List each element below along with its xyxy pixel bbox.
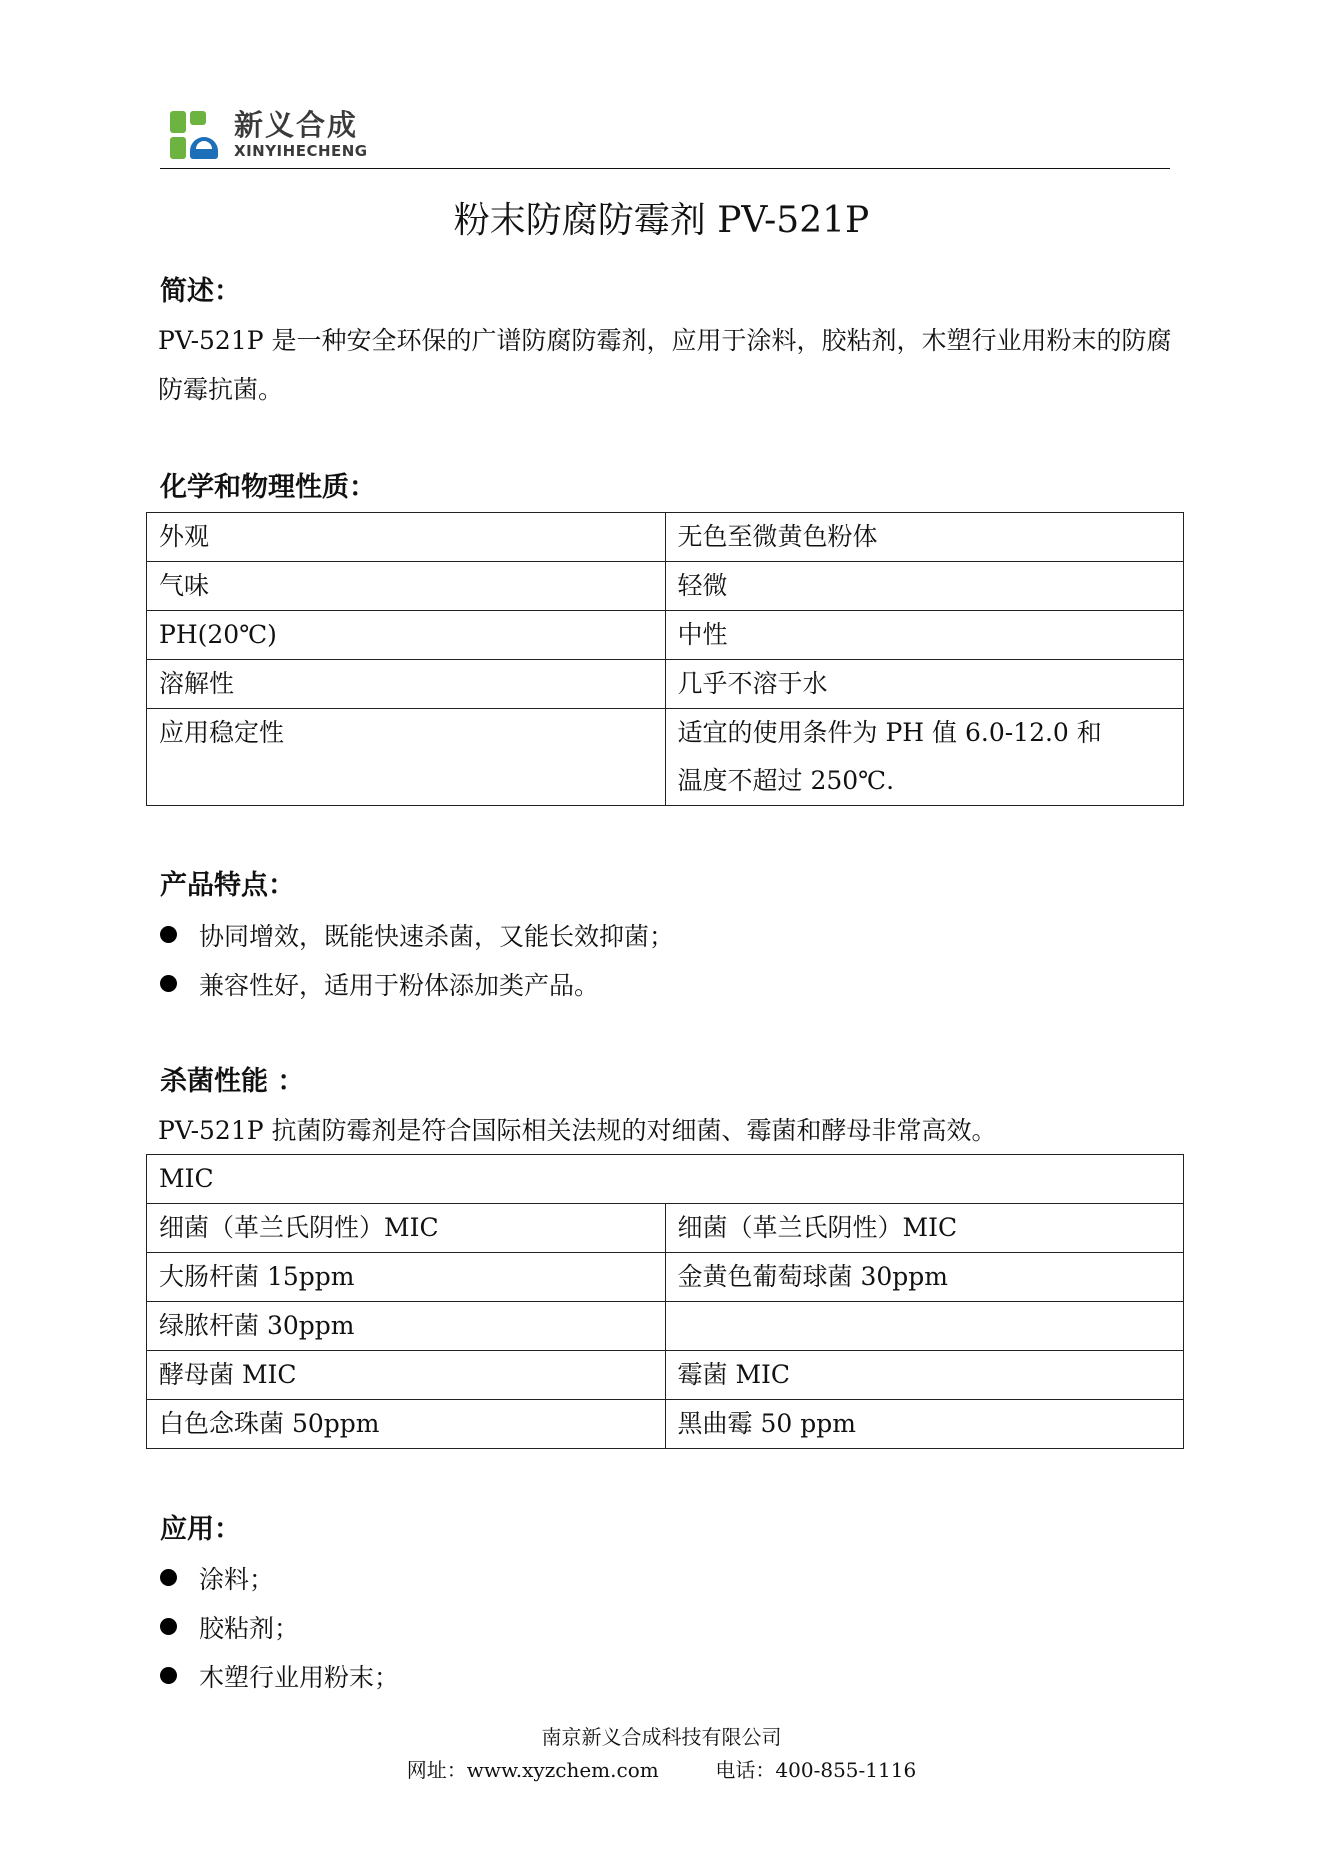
mic-cell: 绿脓杆菌 30ppm [147, 1302, 666, 1351]
mic-cell: 大肠杆菌 15ppm [147, 1253, 666, 1302]
table-row [147, 1400, 1184, 1449]
table-row [147, 1302, 1184, 1351]
table-row [147, 1253, 1184, 1302]
table-row [147, 1155, 1184, 1204]
footer-company: 南京新义合成科技有限公司 [541, 1725, 782, 1749]
application-text: 涂料； [199, 1564, 275, 1594]
applications-heading: 应用： [160, 1514, 241, 1545]
footer-phone: 电话：400-855-1116 [715, 1758, 917, 1782]
features-list [160, 910, 674, 1008]
properties-heading: 化学和物理性质： [160, 472, 376, 503]
antimicrobial-heading: 杀菌性能 ： [160, 1066, 305, 1097]
property-value: 中性 [665, 611, 1184, 660]
application-text: 胶粘剂； [199, 1613, 300, 1643]
logo-mark-icon [170, 107, 224, 161]
table-row [147, 660, 1184, 709]
property-value: 无色至微黄色粉体 [665, 513, 1184, 562]
document-title: 粉末防腐防霉剂 PV-521P [453, 200, 870, 241]
application-text: 木塑行业用粉末； [199, 1662, 400, 1692]
properties-table [146, 512, 1184, 806]
overview-text: PV-521P 是一种安全环保的广谱防腐防霉剂，应用于涂料，胶粘剂，木塑行业用粉末的防腐防霉抗菌。 [158, 326, 1172, 404]
applications-list [160, 1553, 399, 1700]
header-divider [160, 168, 1170, 169]
bullet-icon [160, 1569, 177, 1586]
property-value: 几乎不溶于水 [665, 660, 1184, 709]
list-item [160, 1602, 399, 1651]
list-item [160, 959, 674, 1008]
table-row [147, 513, 1184, 562]
mic-header: MIC [147, 1155, 1184, 1204]
list-item [160, 910, 674, 959]
table-row [147, 709, 1184, 806]
mic-cell [665, 1302, 1184, 1351]
property-value: 轻微 [665, 562, 1184, 611]
table-row [147, 1351, 1184, 1400]
property-name: 外观 [147, 513, 666, 562]
bullet-icon [160, 975, 177, 992]
property-name: PH(20℃) [147, 611, 666, 660]
logo-text-cn: 新义合成 [234, 108, 359, 142]
mic-cell: 霉菌 MIC [665, 1351, 1184, 1400]
features-heading: 产品特点： [160, 870, 295, 901]
feature-text: 兼容性好，适用于粉体添加类产品。 [199, 970, 600, 1000]
antimicrobial-intro: PV-521P 抗菌防霉剂是符合国际相关法规的对细菌、霉菌和酵母非常高效。 [158, 1116, 997, 1145]
property-name: 气味 [147, 562, 666, 611]
property-name: 应用稳定性 [147, 709, 666, 806]
mic-cell: 细菌（革兰氏阴性）MIC [147, 1204, 666, 1253]
mic-cell: 白色念珠菌 50ppm [147, 1400, 666, 1449]
table-row [147, 611, 1184, 660]
table-row [147, 562, 1184, 611]
footer-contact [0, 1754, 1323, 1783]
overview-heading: 简述： [160, 276, 241, 307]
bullet-icon [160, 1618, 177, 1635]
list-item [160, 1651, 399, 1700]
footer-website: 网址：www.xyzchem.com [406, 1758, 659, 1782]
bullet-icon [160, 926, 177, 943]
bullet-icon [160, 1667, 177, 1684]
logo-text-en: XINYIHECHENG [234, 142, 368, 160]
mic-cell: 酵母菌 MIC [147, 1351, 666, 1400]
mic-cell: 细菌（革兰氏阴性）MIC [665, 1204, 1184, 1253]
property-name: 溶解性 [147, 660, 666, 709]
mic-cell: 黑曲霉 50 ppm [665, 1400, 1184, 1449]
mic-cell: 金黄色葡萄球菌 30ppm [665, 1253, 1184, 1302]
property-value: 适宜的使用条件为 PH 值 6.0-12.0 和温度不超过 250℃. [665, 709, 1184, 806]
table-row [147, 1204, 1184, 1253]
feature-text: 协同增效，既能快速杀菌，又能长效抑菌； [199, 921, 675, 951]
mic-table [146, 1154, 1184, 1449]
company-logo [170, 104, 368, 164]
list-item [160, 1553, 399, 1602]
